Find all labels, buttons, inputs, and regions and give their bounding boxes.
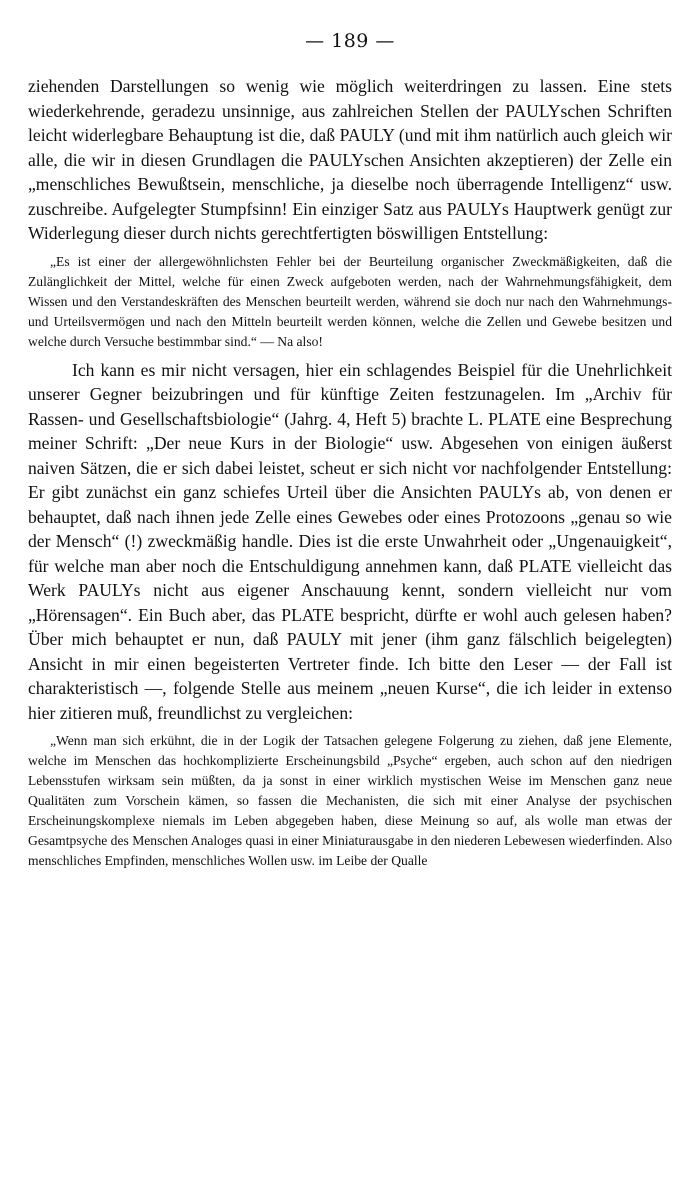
block-quote-2 (28, 731, 672, 871)
block-quote-1 (28, 252, 672, 352)
body-paragraph-2: Ich kann es mir nicht versagen, hier ein schlagendes Beispiel für die Unehrlichkeit unserer Gegner beizubringen und für künftige Zeiten festzunagelen. Im „Archiv für Rassen- und Gesellschaftsbiologie“ (Jahrg. 4, Heft 5) brachte L. PLATE eine Besprechung meiner Schrift: „Der neue Kurs in der Biologie“ usw. Abgesehen von einigen äußerst naiven Sätzen, die er sich dabei leistet, scheut er sich nicht vor nachfolgender Entstellung: Er gibt zunächst ein ganz schiefes Urteil über die Ansichten PAULYs ab, von denen er behauptet, daß nach ihnen jede Zelle eines Gewebes oder eines Protozoons „genau so wie der Mensch“ (!) zweckmäßig handle. Dies ist die erste Unwahrheit oder „Ungenauigkeit“, für welche man aber noch die Entschuldigung annehmen kann, daß PLATE vielleicht das Werk PAULYs nicht aus eigener Anschauung kennt, sondern vielleicht nur vom „Hörensagen“. Ein Buch aber, das PLATE bespricht, dürfte er wohl auch gelesen haben? Über mich behauptet er nun, daß PAULY mit jener (ihm ganz fälschlich beigelegten) Ansicht in mir einen begeisterten Vertreter finde. Ich bitte den Leser — der Fall ist charakteristisch —, folgende Stelle aus meinem „neuen Kurse“, die ich leider in extenso hier zitieren muß, freundlichst zu vergleichen: (28, 359, 672, 723)
page-number: — 189 — (305, 30, 395, 52)
quote-text-2: „Wenn man sich erkühnt, die in der Logik der Tatsachen gelegene Folgerung zu ziehen, daß jene Elemente, welche im Menschen das hochkomplizierte Erscheinungsbild „Psyche“ ergeben, auch schon auf den niedrigen Lebensstufen wirksam sein müßten, da ja sonst in einer wirklich mystischen Weise im Menschen ganz neue Qualitäten zum Vorschein kämen, so fassen die Mechanisten, die sich mit einer Analyse der psychischen Erscheinungskomplexe niemals im Leben abgegeben haben, diese Meinung so auf, als wolle man etwas der Gesamtpsyche des Menschen Analoges quasi in einer Miniaturausgabe in den niederen Lebewesen wiederfinden. Also menschliches Empfinden, menschliches Wollen usw. im Leibe der Qualle (28, 733, 672, 868)
document-page (28, 30, 672, 877)
quote-text-1: „Es ist einer der allergewöhnlichsten Fehler bei der Beurteilung organischer Zweckmäßigkeiten, daß die Zulänglichkeit der Mittel, welche für einen Zweck aufgeboten werden, nach der Wahrnehmungsfähigkeit, dem Wissen und den Verstandeskräften des Menschen beurteilt werden, während sie doch nur nach den Wahrnehmungs- und Urteilsvermögen und nach den Mitteln beurteilt werden können, welche die Zellen und Gewebe besitzen und welche durch Versuche bestimmbar sind.“ — Na also! (28, 253, 672, 349)
body-paragraph-1: ziehenden Darstellungen so wenig wie möglich weiterdringen zu lassen. Eine stets wiederkehrende, geradezu unsinnige, aus zahlreichen Stellen der PAULYschen Schriften leicht widerlegbare Behauptung ist die, daß PAULY (und mit ihm natürlich auch gleich wir alle, die wir in diesen Grundlagen die PAULYschen Ansichten akzeptieren) der Zelle ein „menschliches Bewußtsein, menschliche, ja dieselbe noch überragende Intelligenz“ usw. zuschreibe. Aufgelegter Stumpfsinn! Ein einziger Satz aus PAULYs Hauptwerk genügt zur Widerlegung dieser durch nichts gerechtfertigten böswilligen Entstellung: (28, 76, 672, 243)
